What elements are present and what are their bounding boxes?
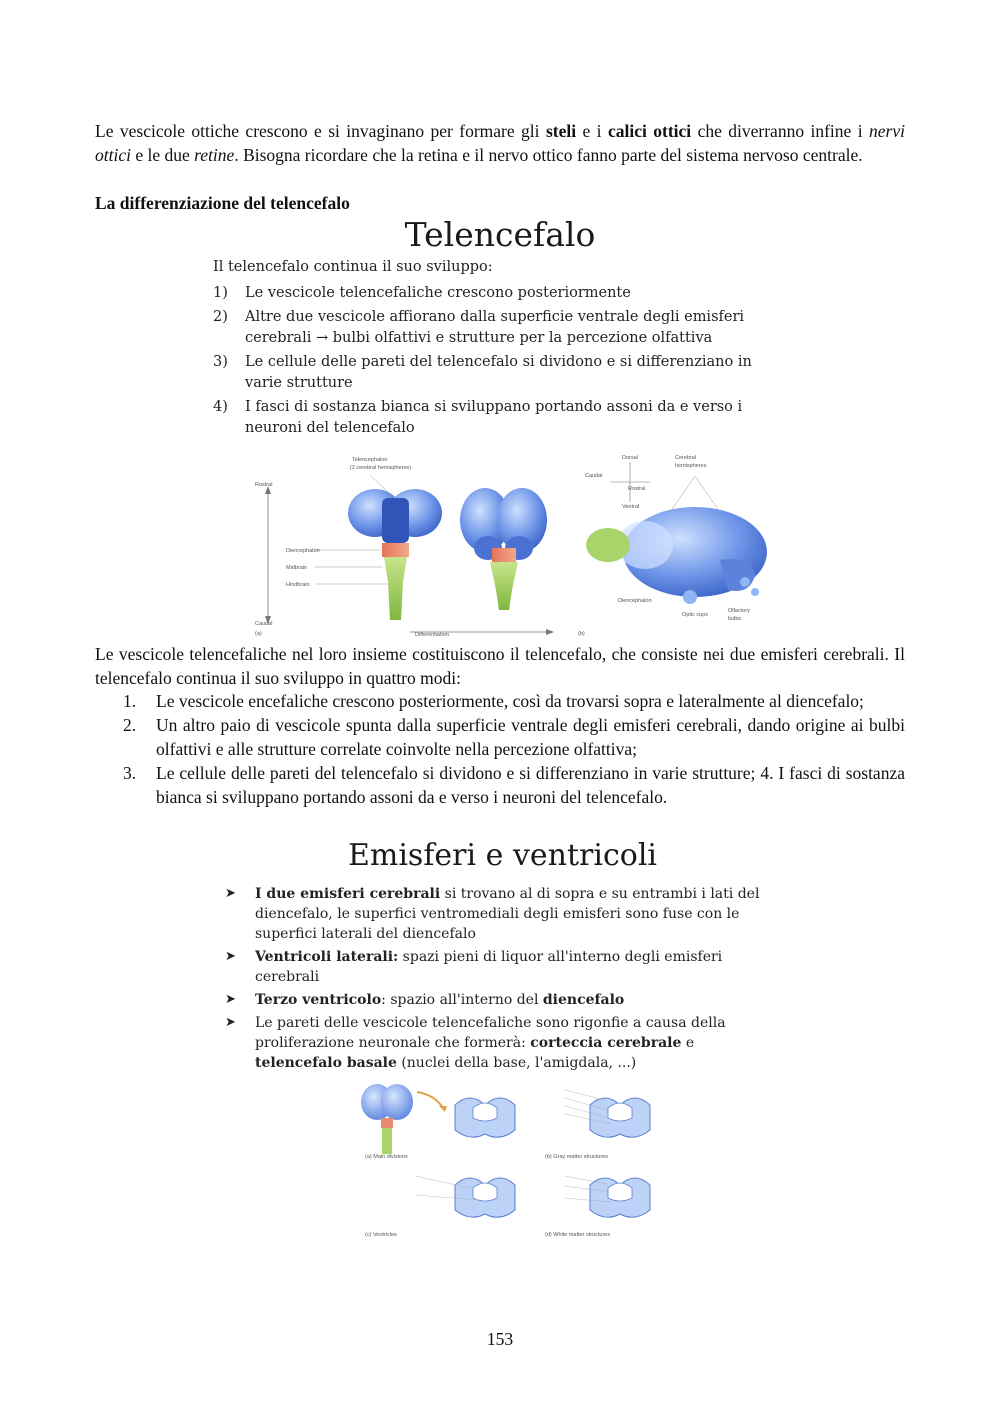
text-run: e i [576, 121, 608, 141]
label-olfactory: Olfactory [728, 608, 751, 614]
item-number: 1. [123, 691, 137, 711]
item-number: 2. [123, 715, 137, 735]
item-text: si trovano al di sopra e su entrambi i lati del diencefalo, le superfici ventromediali degli emisferi sono fuse con le superfici laterali del diencefalo [255, 886, 760, 942]
modes-list [95, 689, 905, 809]
term-nervi-ottici: nervi ottici [95, 121, 905, 165]
list-item [225, 990, 785, 1010]
item-number: 2) [213, 309, 228, 325]
panel-d-white-matter [565, 1176, 650, 1217]
label-hemispheres: (2 cerebral hemispheres) [350, 465, 412, 471]
item-text: Le cellule delle pareti del telencefalo si dividono e si differenziano in varie strutture [245, 354, 752, 391]
item-bold: Terzo ventricolo [255, 992, 382, 1008]
brain-lateral [586, 462, 767, 604]
list-item [95, 761, 905, 809]
intro-paragraph [95, 119, 905, 167]
item-number: 4) [213, 399, 228, 415]
arrow-bullet-icon: ➤ [225, 886, 236, 901]
list-item [213, 397, 773, 439]
item-text: Le cellule delle pareti del telencefalo si dividono e si differenziano in varie strutture; 4. I fasci di sostanza bianca si sviluppano portando assoni da e verso i neuroni del telencefalo. [156, 763, 905, 807]
slide-telencefalo [200, 215, 800, 640]
label-cerebral: Cerebral [675, 455, 697, 461]
label-dorsal: Dorsal [622, 455, 638, 461]
item-number: 3. [123, 763, 137, 783]
label-a: (a) [255, 631, 262, 637]
item-text: : spazio all'interno del [381, 992, 543, 1008]
slide-list [213, 283, 773, 442]
arrow-bullet-icon: ➤ [225, 992, 236, 1007]
label-b: (b) [578, 631, 585, 637]
label-optic-cups: Optic cups [682, 612, 708, 618]
label-hindbrain: Hindbrain [286, 582, 310, 588]
label-caudal-b: Caudal [585, 473, 603, 479]
text-run: che diverranno infine i [691, 121, 870, 141]
label-caudal: Caudal [255, 621, 273, 627]
item-text: I fasci di sostanza bianca si sviluppano portando assoni da e verso i neuroni del telencefalo [245, 399, 743, 436]
panel-a-main-divisions [361, 1084, 515, 1154]
item-text: spazi pieni di liquor all'interno degli emisferi cerebrali [255, 949, 723, 985]
item-bold: Ventricoli laterali: [255, 949, 399, 965]
label-panel-c: (c) Ventricles [365, 1232, 397, 1238]
text-run: Le vescicole ottiche crescono e si invaginano per formare gli [95, 121, 546, 141]
label-panel-b: (b) Gray matter structures [545, 1154, 608, 1160]
list-item [225, 1013, 785, 1073]
label-ventral: Ventral [622, 504, 640, 510]
text-run: . Bisogna ricordare che la retina e il nervo ottico fanno parte del sistema nervoso centrale. [234, 145, 863, 165]
arrow-bullet-icon: ➤ [225, 949, 236, 964]
term-retine: retine [194, 145, 235, 165]
panel-c-ventricles [415, 1176, 515, 1217]
list-item [95, 713, 905, 761]
label-panel-a: (a) Main divisions [365, 1154, 408, 1160]
label-hemispheres-b: hemispheres [675, 463, 707, 469]
label-rostral: Rostral [255, 482, 273, 488]
item-text: Altre due vescicole affiorano dalla superficie ventrale degli emisferi cerebrali → bulbi olfattivi e strutture per la percezione olfattiva [245, 309, 745, 346]
label-panel-d: (d) White matter structures [545, 1232, 611, 1238]
slide-intro: Il telencefalo continua il suo sviluppo: [213, 259, 493, 275]
slide-title: Emisferi e ventricoli [347, 838, 658, 873]
item-text: Le vescicole telencefaliche crescono posteriormente [245, 285, 631, 301]
item-bold: I due emisferi cerebrali [255, 886, 441, 902]
panel-b-gray-matter [565, 1090, 650, 1137]
item-text: Le pareti delle vescicole telencefaliche sono rigonfie a causa della proliferazione neuronale che formerà: [255, 1015, 726, 1051]
list-item [213, 307, 773, 349]
label-rostral-b: Rostral [628, 486, 646, 492]
item-bold: corteccia cerebrale [530, 1035, 682, 1051]
item-bold: diencefalo [542, 992, 625, 1008]
list-item [225, 947, 785, 987]
label-diencephalon-b: Diencephalon [618, 598, 652, 604]
item-bold: telencefalo basale [255, 1055, 397, 1071]
section-heading: La differenziazione del telencefalo [95, 193, 350, 213]
list-item [95, 689, 905, 713]
slide-list [225, 884, 785, 1076]
item-text: e [681, 1035, 695, 1051]
label-differentiation: Differentiation [415, 632, 449, 638]
slide-emisferi-ventricoli [215, 838, 790, 1243]
page-number: 153 [486, 1329, 514, 1349]
label-bulbs: bulbs [728, 616, 742, 622]
item-text: Un altro paio di vescicole spunta dalla superficie ventrale degli emisferi cerebrali, dando origine ai bulbi olfattivi e alle strutture correlate coinvolte nella percezione olfattiva; [156, 715, 905, 759]
hemispheres-figure [355, 1080, 685, 1240]
label-midbrain: Midbrain [286, 565, 308, 571]
item-number: 1) [213, 285, 228, 301]
text-run: e le due [130, 145, 195, 165]
term-steli: steli [545, 121, 577, 141]
arrow-bullet-icon: ➤ [225, 1015, 236, 1030]
item-number: 3) [213, 354, 228, 370]
list-item [225, 884, 785, 944]
item-text: (nuclei della base, l'amigdala, ...) [396, 1055, 637, 1071]
list-item [213, 352, 773, 394]
brain-development-figure [250, 450, 770, 640]
term-calici-ottici: calici ottici [607, 121, 692, 141]
paragraph-telencefalo: Le vescicole telencefaliche nel loro insieme costituiscono il telencefalo, che consiste nei due emisferi cerebrali. Il telencefalo continua il suo sviluppo in quattro modi: [95, 644, 905, 688]
item-text: Le vescicole encefaliche crescono posteriormente, così da trovarsi sopra e lateralmente al diencefalo; [156, 691, 864, 711]
label-diencephalon: Diencephalon [286, 548, 320, 554]
list-item [213, 283, 773, 304]
slide-title: Telencefalo [404, 215, 596, 254]
label-telencephalon: Telencephalon [352, 457, 388, 463]
